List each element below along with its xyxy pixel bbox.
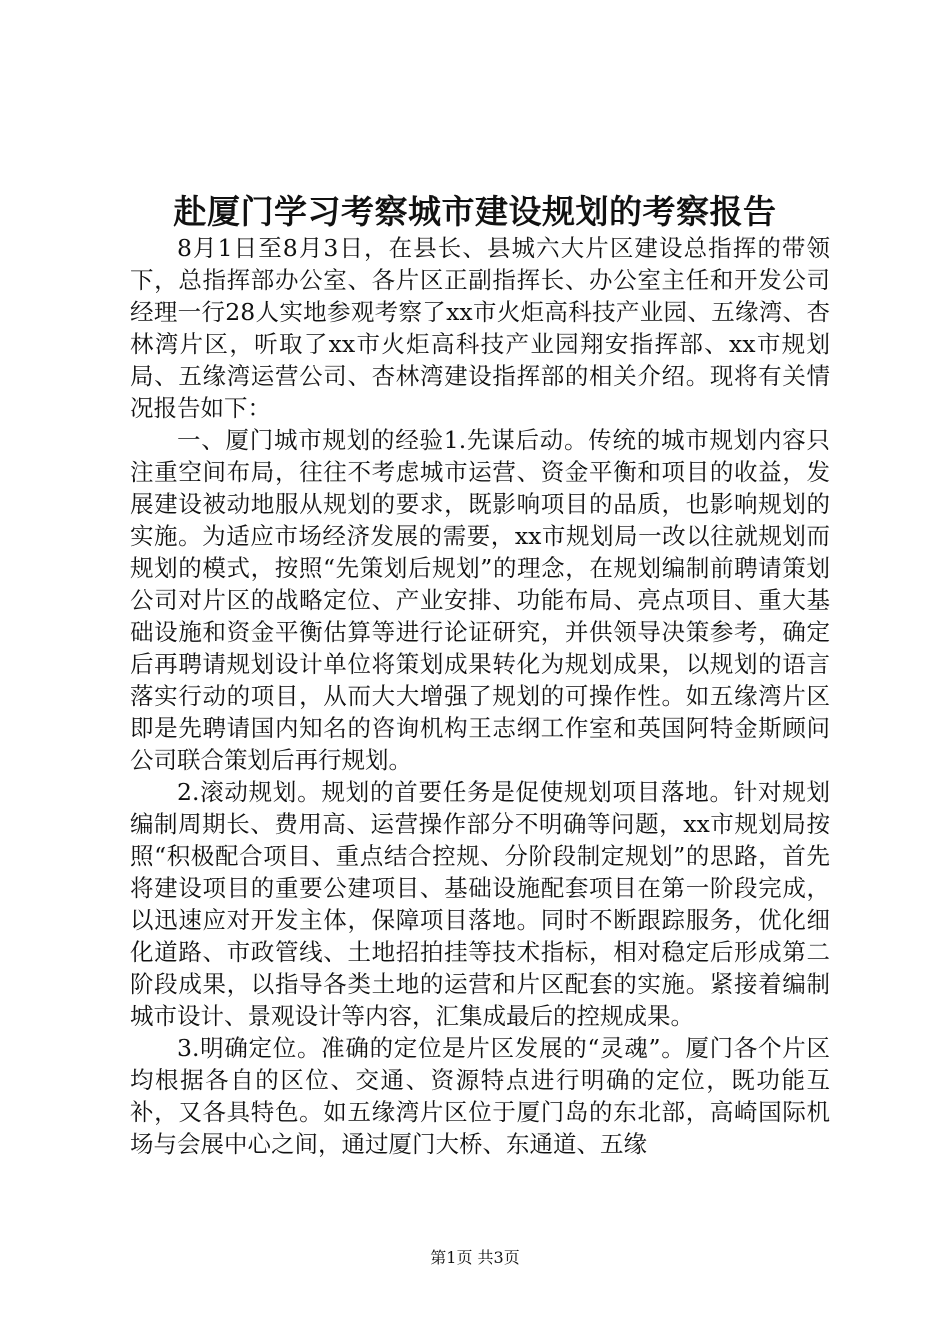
paragraph-rolling-planning: 2.滚动规划。规划的首要任务是促使规划项目落地。针对规划编制周期长、费用高、运营操作部分不明确等问题，xx市规划局按照“积极配合项目、重点结合控规、分阶段制定规划”的思路，首先将建设项目的重要公建项目、基础设施配套项目在第一阶段完成，以迅速应对开发主体，保障项目落地。同时不断跟踪服务，优化细化道路、市政管线、土地招拍挂等技术指标，相对稳定后形成第二阶段成果，以指导各类土地的运营和片区配套的实施。紧接着编制城市设计、景观设计等内容，汇集成最后的控规成果。 [130, 778, 830, 1030]
document-title: 赴厦门学习考察城市建设规划的考察报告 [173, 192, 777, 231]
paragraph-intro: 8月1日至8月3日，在县长、县城六大片区建设总指挥的带领下，总指挥部办公室、各片区正副指挥长、办公室主任和开发公司经理一行28人实地参观考察了xx市火炬高科技产业园、五缘湾、杏林湾片区，听取了xx市火炬高科技产业园翔安指挥部、xx市规划局、五缘湾运营公司、杏林湾建设指挥部的相关介绍。现将有关情况报告如下： [130, 234, 830, 422]
page-number: 第1页 共3页 [430, 1248, 520, 1267]
document-body [130, 232, 830, 1160]
paragraph-section-one: 一、厦门城市规划的经验1.先谋后动。传统的城市规划内容只注重空间布局，往往不考虑城市运营、资金平衡和项目的收益，发展建设被动地服从规划的要求，既影响项目的品质，也影响规划的实施。为适应市场经济发展的需要，xx市规划局一改以往就规划而规划的模式，按照“先策划后规划”的理念，在规划编制前聘请策划公司对片区的战略定位、产业安排、功能布局、亮点项目、重大基础设施和资金平衡估算等进行论证研究，并供领导决策参考，确定后再聘请规划设计单位将策划成果转化为规划成果，以规划的语言落实行动的项目，从而大大增强了规划的可操作性。如五缘湾片区即是先聘请国内知名的咨询机构王志纲工作室和英国阿特金斯顾问公司联合策划后再行规划。 [130, 426, 830, 774]
paragraph-clear-positioning: 3.明确定位。准确的定位是片区发展的“灵魂”。厦门各个片区均根据各自的区位、交通、资源特点进行明确的定位，既功能互补，又各具特色。如五缘湾片区位于厦门岛的东北部，高崎国际机场与会展中心之间，通过厦门大桥、东通道、五缘 [130, 1034, 830, 1158]
